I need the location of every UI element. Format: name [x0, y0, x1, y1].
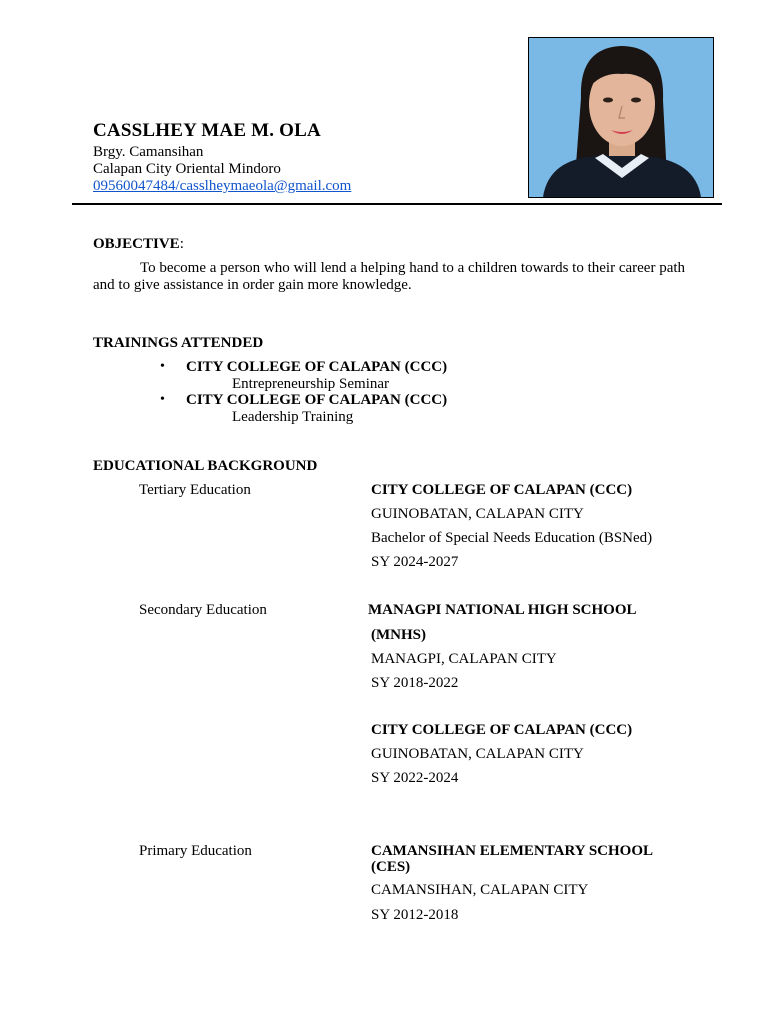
training-school: CITY COLLEGE OF CALAPAN (CCC) [186, 359, 448, 375]
address-line-1: Brgy. Camansihan [93, 144, 204, 160]
tertiary-location: GUINOBATAN, CALAPAN CITY [371, 506, 584, 522]
secondary-location-1: MANAGPI, CALAPAN CITY [371, 651, 557, 667]
primary-school: CAMANSIHAN ELEMENTARY SCHOOL [371, 843, 653, 859]
address-line-2: Calapan City Oriental Mindoro [93, 161, 281, 177]
secondary-years-2: SY 2022-2024 [371, 770, 459, 786]
secondary-school-2: CITY COLLEGE OF CALAPAN (CCC) [371, 722, 633, 738]
primary-school-abbr: (CES) [371, 859, 411, 875]
objective-heading: OBJECTIVE: [93, 236, 184, 252]
contact-link[interactable]: 09560047484/casslheymaeola@gmail.com [93, 178, 352, 194]
tertiary-school: CITY COLLEGE OF CALAPAN (CCC) [371, 482, 633, 498]
training-school: CITY COLLEGE OF CALAPAN (CCC) [186, 392, 448, 408]
secondary-years-1: SY 2018-2022 [371, 675, 459, 691]
secondary-school-1: MANAGPI NATIONAL HIGH SCHOOL [368, 602, 637, 618]
training-title: Leadership Training [232, 409, 354, 425]
trainings-heading: TRAININGS ATTENDED [93, 335, 264, 351]
primary-label: Primary Education [139, 843, 252, 859]
tertiary-years: SY 2024-2027 [371, 554, 459, 570]
training-title: Entrepreneurship Seminar [232, 376, 390, 392]
primary-location: CAMANSIHAN, CALAPAN CITY [371, 882, 589, 898]
bullet-icon: • [160, 392, 165, 407]
profile-photo [528, 37, 714, 198]
tertiary-course: Bachelor of Special Needs Education (BSNed) [371, 530, 653, 546]
bullet-icon: • [160, 359, 165, 374]
education-heading: EDUCATIONAL BACKGROUND [93, 458, 318, 474]
secondary-label: Secondary Education [139, 602, 267, 618]
primary-years: SY 2012-2018 [371, 907, 459, 923]
objective-text: To become a person who will lend a helping hand to a children towards to their career path and to give assistance in order gain more knowledge. [93, 260, 686, 293]
applicant-name: CASSLHEY MAE M. OLA [93, 120, 321, 141]
header-divider [72, 203, 722, 205]
secondary-school-1-abbr: (MNHS) [371, 627, 426, 643]
tertiary-label: Tertiary Education [139, 482, 251, 498]
secondary-location-2: GUINOBATAN, CALAPAN CITY [371, 746, 584, 762]
